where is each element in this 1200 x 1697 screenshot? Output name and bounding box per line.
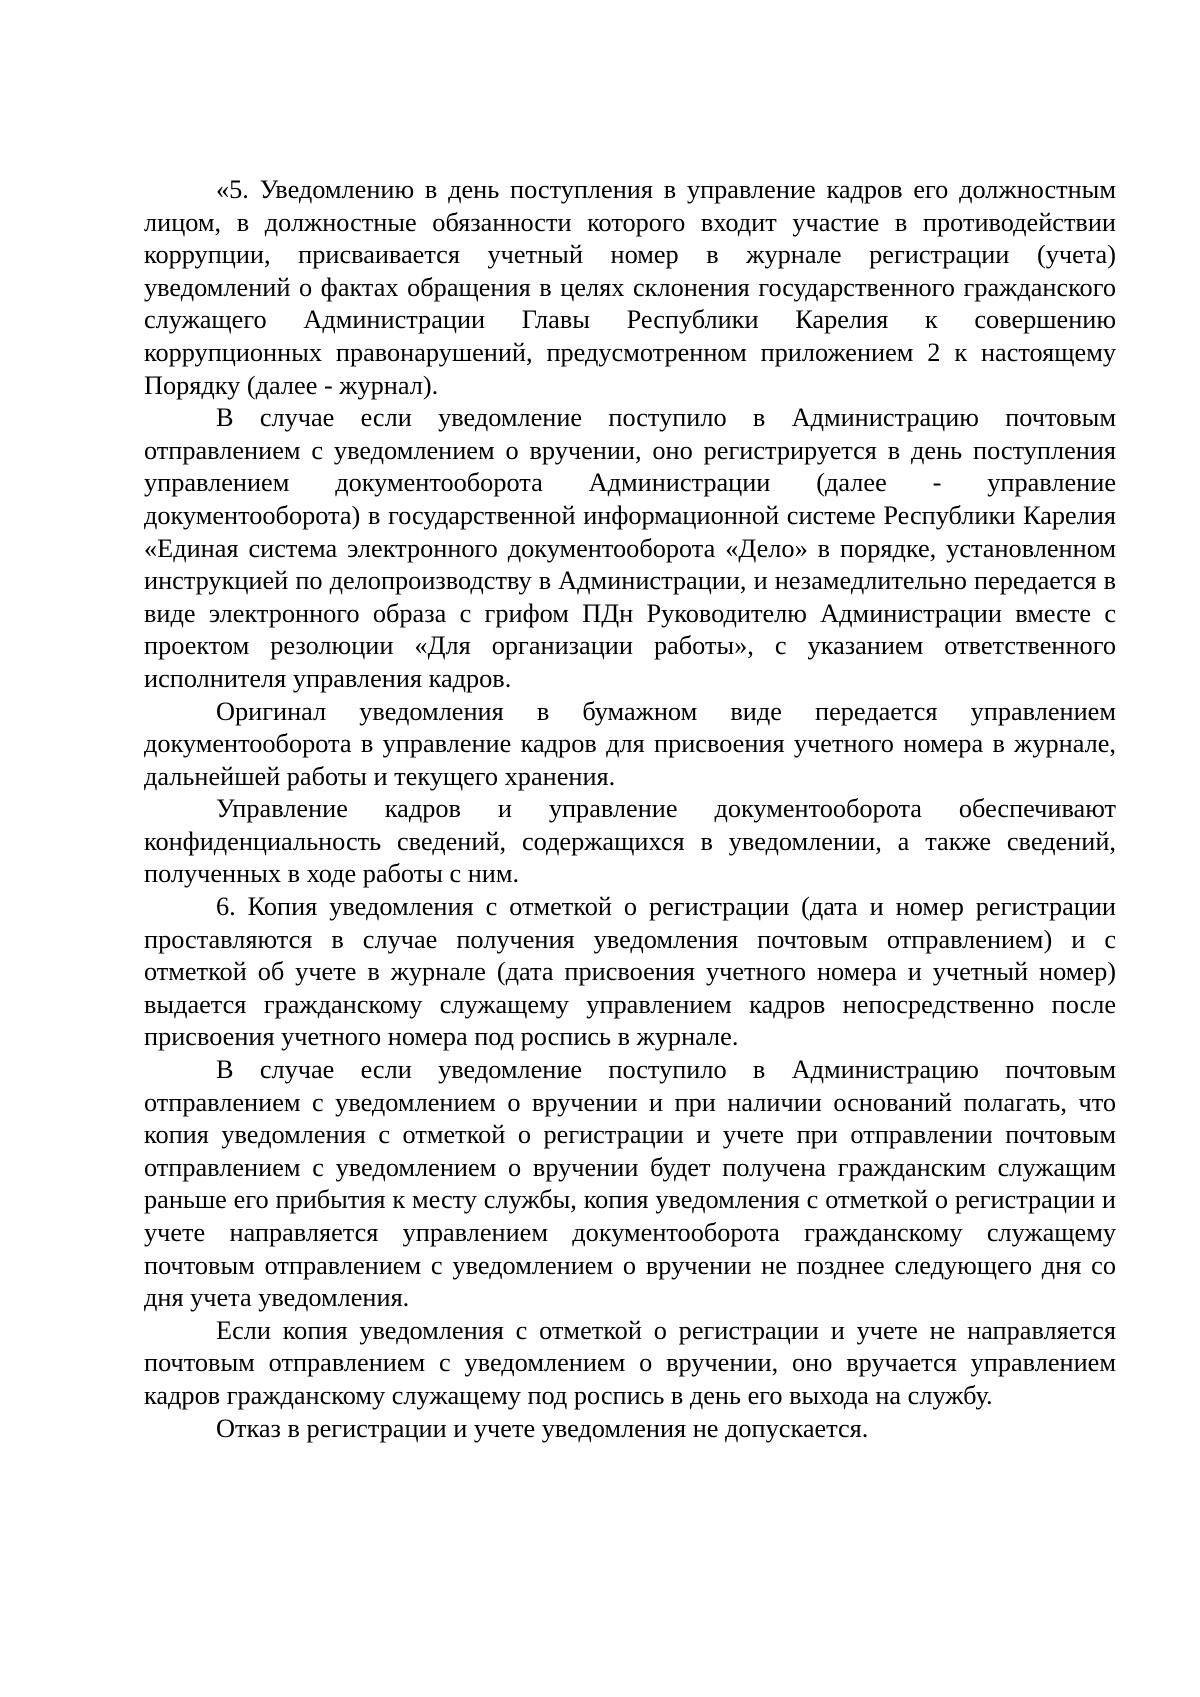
paragraph-refusal-not-allowed: Отказ в регистрации и учете уведомления не допускается. <box>216 1413 869 1443</box>
paragraph-postal-copy-sending: В случае если уведомление поступило в Администрацию почтовым отправлением с уведомлением о вручении и при наличии оснований полагать, что копия уведомления с отметкой о регистрации и учете при отправлении почтовым отправлением с уведомлением о вручении будет получена гражданским служащим раньше его прибытия к месту службы, копия уведомления с отметкой о регистрации и учете направляется управлением документооборота гражданскому служащему почтовым отправлением с уведомлением о вручении не позднее следующего дня со дня учета уведомления. <box>144 1055 1116 1313</box>
paragraph-item-5-notification-numbering: «5. Уведомлению в день поступления в управление кадров его должностным лицом, в должностные обязанности которого входит участие в противодействии коррупции, присваивается учетный номер в журнале регистрации (учета) уведомлений о фактах обращения в целях склонения государственного гражданского служащего Администрации Главы Республики Карелия к совершению коррупционных правонарушений, предусмотренном приложением 2 к настоящему Порядку (далее - журнал). <box>144 175 1116 400</box>
paragraph-item-6-copy-issuance: 6. Копия уведомления с отметкой о регистрации (дата и номер регистрации проставляются в случае получения уведомления почтовым отправлением) и с отметкой об учете в журнале (дата присвоения учетного номера и учетный номер) выдается гражданскому служащему управлением кадров непосредственно после присвоения учетного номера под роспись в журнале. <box>144 892 1116 1052</box>
paragraph-confidentiality: Управление кадров и управление документооборота обеспечивают конфиденциальность сведений, содержащихся в уведомлении, а также сведений, полученных в ходе работы с ним. <box>144 794 1116 889</box>
paragraph-copy-handover: Если копия уведомления с отметкой о регистрации и учете не направляется почтовым отправлением с уведомлением о вручении, оно вручается управлением кадров гражданскому служащему под роспись в день его выхода на службу. <box>144 1315 1116 1410</box>
document-page <box>144 174 1116 1445</box>
paragraph-postal-registration: В случае если уведомление поступило в Администрацию почтовым отправлением с уведомлением о вручении, оно регистрируется в день поступления управлением документооборота Администрации (далее - управление документооборота) в государственной информационной системе Республики Карелия «Единая система электронного документооборота «Дело» в порядке, установленном инструкцией по делопроизводству в Администрации, и незамедлительно передается в виде электронного образа с грифом ПДн Руководителю Администрации вместе с проектом резолюции «Для организации работы», с указанием ответственного исполнителя управления кадров. <box>144 403 1116 693</box>
paragraph-original-transfer: Оригинал уведомления в бумажном виде передается управлением документооборота в управление кадров для присвоения учетного номера в журнале, дальнейшей работы и текущего хранения. <box>144 696 1116 791</box>
